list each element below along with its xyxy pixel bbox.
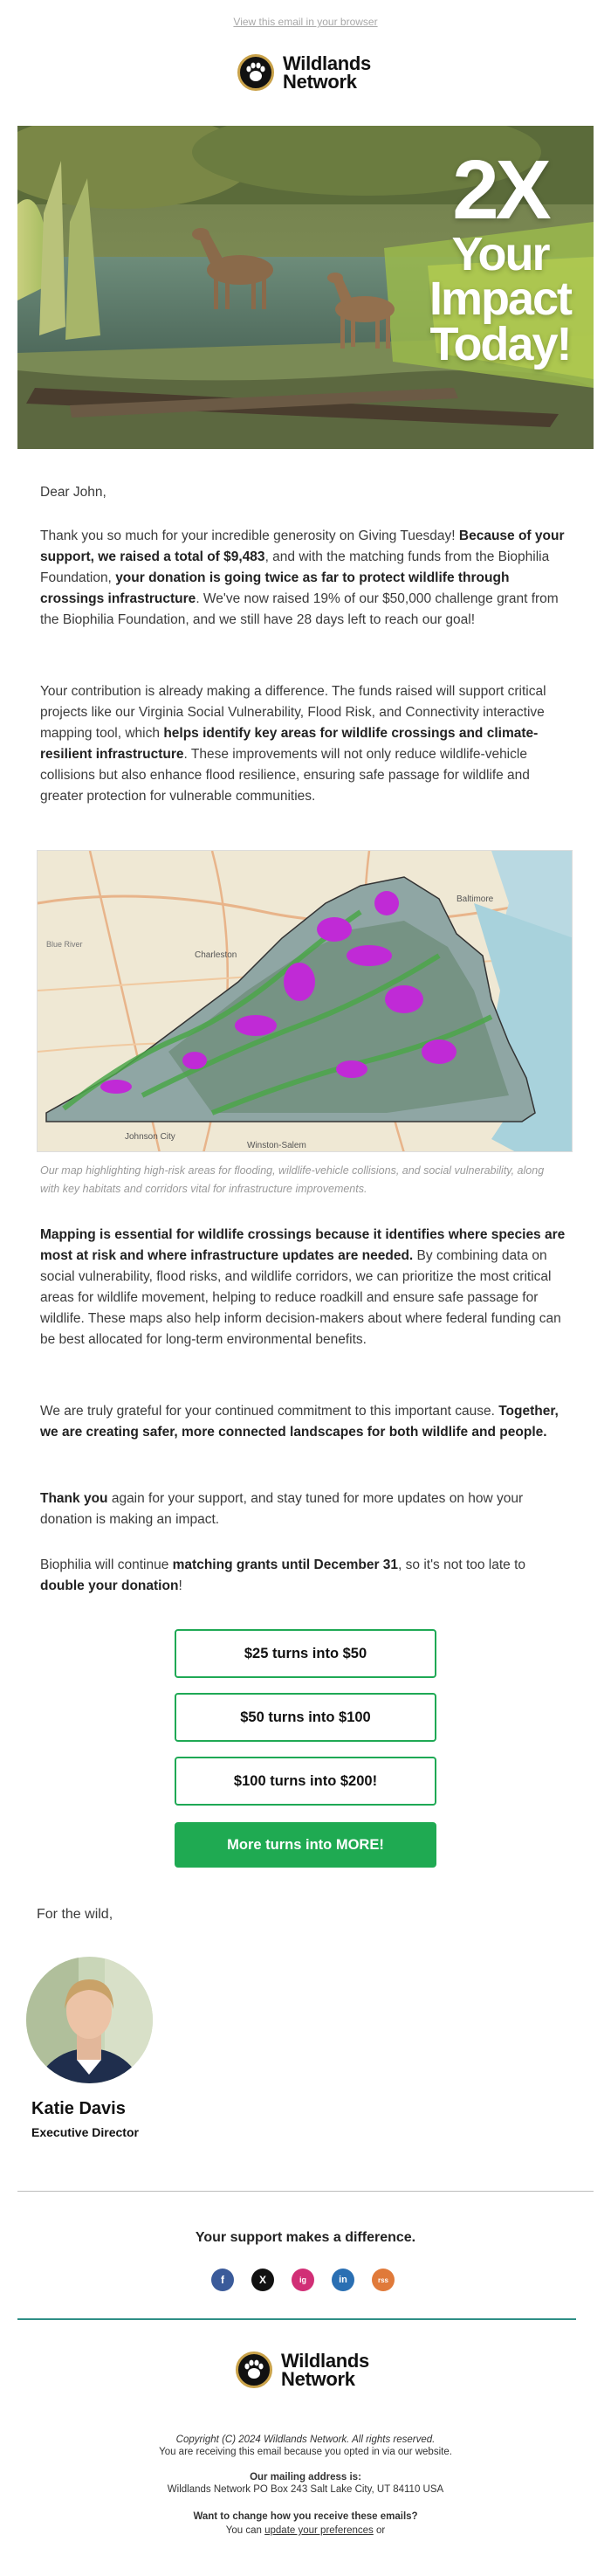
paragraph-3: Mapping is essential for wildlife crossings because it identifies where species are most at risk and where infrastructure updates are needed. By combining data on social vulnerability, flood risks, and wildlife corridors, we can prioritize the most critical areas for wildlife movement, helping to reduce roadkill and ensure safe passage for wildlife. These maps also help inform decision-makers about where federal funding can be best allocated for long-term environmental benefits. [40, 1227, 566, 1347]
avatar [26, 1957, 153, 2083]
signer-title: Executive Director [31, 2125, 139, 2139]
update-preferences-link[interactable]: update your preferences [264, 2525, 374, 2536]
paragraph-2: Your contribution is already making a difference. The funds raised will support critical projects like our Virginia Social Vulnerability, Flood Risk, and Connectivity interactive mapping tool, which helps identify key areas for wildlife crossings and climate-resilient infrastructure. These improvements will not only reduce wildlife-vehicle collisions but also enhance flood resilience, ensuring safe passage for wildlife and greater protection for vulnerable communities. [40, 684, 546, 804]
virginia-map-image[interactable] [37, 850, 573, 1152]
donate-more-button[interactable]: More turns into MORE! [175, 1822, 436, 1868]
header-logo[interactable] [237, 54, 371, 91]
footer-divider [17, 2318, 576, 2320]
paw-icon [236, 2352, 272, 2388]
svg-text:Johnson City: Johnson City [125, 1132, 175, 1142]
opted-in-text: You are receiving this email because you opted in via our website. [159, 2447, 452, 2457]
paragraph-1: Thank you so much for your incredible generosity on Giving Tuesday! Because of your support, we raised a total of $9,483, and with the matching funds from the Biophilia Foundation, your donation is going twice as far to protect wildlife through crossings infrastructure. We've now raised 19% of our $50,000 challenge grant from the Biophilia Foundation, and we still have 28 days left to reach our goal! [40, 528, 565, 627]
instagram-icon[interactable]: ig [292, 2269, 314, 2291]
virginia-map-graphic [38, 851, 573, 1152]
linkedin-icon[interactable]: in [332, 2269, 354, 2291]
paragraph-6: Biophilia will continue matching grants until December 31, so it's not too late to double your donation! [40, 1557, 526, 1593]
paragraph-4: We are truly grateful for your continued commitment to this important cause. Together, we are creating safer, more connected landscapes for both wildlife and people. [40, 1404, 559, 1440]
hero-image[interactable] [17, 126, 594, 449]
donate-100-button[interactable]: $100 turns into $200! [175, 1757, 436, 1806]
mailing-label: Our mailing address is: [250, 2472, 361, 2483]
paw-icon [237, 54, 274, 91]
view-in-browser-link[interactable]: View this email in your browser [233, 16, 378, 28]
logo-wordmark: Wildlands Network [283, 52, 371, 93]
copyright-text: Copyright (C) 2024 Wildlands Network. All rights reserved. [175, 2434, 436, 2445]
mailing-address: Wildlands Network PO Box 243 Salt Lake City, UT 84110 USA [167, 2484, 444, 2495]
footer-logo[interactable] [236, 2352, 369, 2388]
website-icon[interactable]: rss [372, 2269, 395, 2291]
donate-50-button[interactable]: $50 turns into $100 [175, 1693, 436, 1742]
svg-text:Blue River: Blue River [46, 940, 83, 949]
svg-text:Charleston: Charleston [195, 950, 237, 960]
x-twitter-icon[interactable]: X [251, 2269, 274, 2291]
logo-wordmark: Wildlands Network [281, 2350, 369, 2390]
footer-tagline: Your support makes a difference. [195, 2230, 416, 2245]
hero-headline: 2X Your Impact Today! [429, 143, 571, 370]
donate-25-button[interactable]: $25 turns into $50 [175, 1629, 436, 1678]
closing-text: For the wild, [37, 1907, 113, 1922]
signer-name: Katie Davis [31, 2099, 126, 2118]
preferences-question: Want to change how you receive these emails? [193, 2511, 418, 2522]
preferences-line: You can update your preferences or [225, 2525, 386, 2536]
paragraph-5: Thank you again for your support, and stay tuned for more updates on how your donation is making an impact. [40, 1491, 524, 1527]
greeting: Dear John, [40, 485, 106, 500]
divider [17, 2191, 594, 2192]
map-caption: Our map highlighting high-risk areas for flooding, wildlife-vehicle collisions, and social vulnerability, along with key habitats and corridors vital for infrastructure improvements. [40, 1164, 545, 1195]
facebook-icon[interactable]: f [211, 2269, 234, 2291]
svg-text:Winston-Salem: Winston-Salem [247, 1141, 306, 1150]
svg-text:Baltimore: Baltimore [457, 894, 494, 904]
